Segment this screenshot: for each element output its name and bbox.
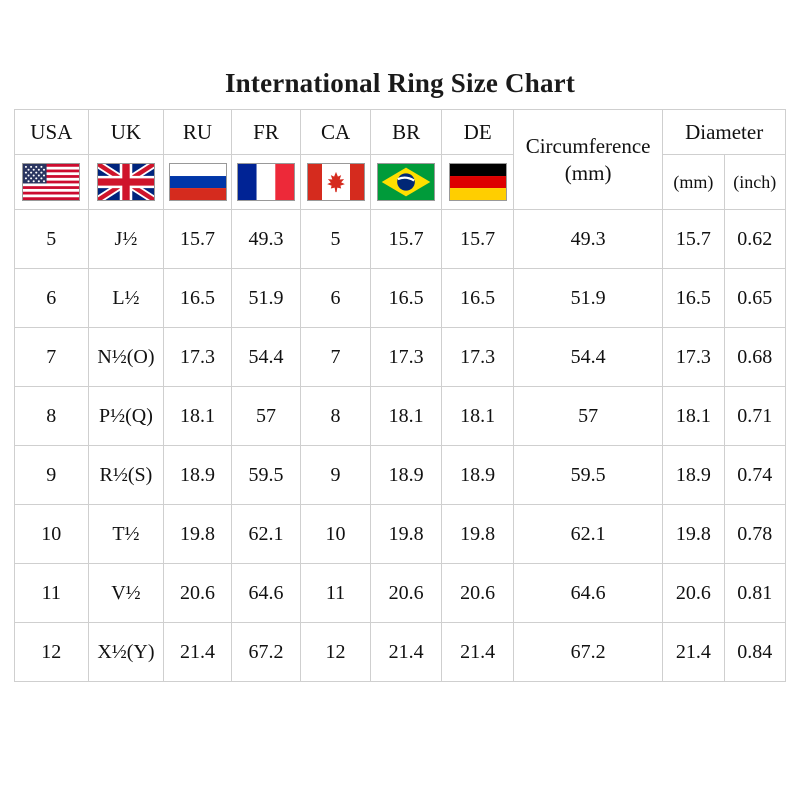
cell-fr: 62.1 bbox=[231, 505, 301, 564]
cell-fr: 59.5 bbox=[231, 446, 301, 505]
cell-diameter-inch: 0.68 bbox=[724, 328, 785, 387]
cell-usa: 6 bbox=[15, 269, 89, 328]
cell-circumference: 54.4 bbox=[513, 328, 662, 387]
cell-ru: 18.1 bbox=[164, 387, 231, 446]
cell-diameter-inch: 0.84 bbox=[724, 623, 785, 682]
flag-cell-br bbox=[370, 155, 442, 210]
flag-cell-fr bbox=[231, 155, 301, 210]
cell-diameter-mm: 15.7 bbox=[663, 210, 724, 269]
cell-br: 20.6 bbox=[370, 564, 442, 623]
cell-br: 16.5 bbox=[370, 269, 442, 328]
header-ru: RU bbox=[164, 110, 231, 155]
cell-diameter-mm: 18.1 bbox=[663, 387, 724, 446]
cell-uk: X½(Y) bbox=[88, 623, 164, 682]
cell-fr: 51.9 bbox=[231, 269, 301, 328]
cell-diameter-mm: 21.4 bbox=[663, 623, 724, 682]
flag-cell-ca bbox=[301, 155, 371, 210]
cell-ca: 10 bbox=[301, 505, 371, 564]
cell-ca: 5 bbox=[301, 210, 371, 269]
cell-usa: 10 bbox=[15, 505, 89, 564]
cell-de: 18.1 bbox=[442, 387, 514, 446]
cell-br: 19.8 bbox=[370, 505, 442, 564]
cell-br: 21.4 bbox=[370, 623, 442, 682]
cell-circumference: 64.6 bbox=[513, 564, 662, 623]
header-usa: USA bbox=[15, 110, 89, 155]
cell-usa: 7 bbox=[15, 328, 89, 387]
cell-circumference: 49.3 bbox=[513, 210, 662, 269]
cell-de: 20.6 bbox=[442, 564, 514, 623]
cell-ca: 9 bbox=[301, 446, 371, 505]
cell-ca: 12 bbox=[301, 623, 371, 682]
cell-ca: 6 bbox=[301, 269, 371, 328]
cell-diameter-mm: 16.5 bbox=[663, 269, 724, 328]
cell-uk: V½ bbox=[88, 564, 164, 623]
header-ca: CA bbox=[301, 110, 371, 155]
cell-br: 18.1 bbox=[370, 387, 442, 446]
cell-uk: R½(S) bbox=[88, 446, 164, 505]
header-circumference-line2: (mm) bbox=[564, 160, 612, 185]
cell-br: 18.9 bbox=[370, 446, 442, 505]
cell-circumference: 57 bbox=[513, 387, 662, 446]
cell-fr: 64.6 bbox=[231, 564, 301, 623]
cell-ru: 20.6 bbox=[164, 564, 231, 623]
flag-uk-icon bbox=[97, 163, 155, 201]
cell-diameter-inch: 0.71 bbox=[724, 387, 785, 446]
header-de: DE bbox=[442, 110, 514, 155]
cell-uk: L½ bbox=[88, 269, 164, 328]
cell-ca: 11 bbox=[301, 564, 371, 623]
cell-de: 15.7 bbox=[442, 210, 514, 269]
cell-usa: 12 bbox=[15, 623, 89, 682]
cell-fr: 54.4 bbox=[231, 328, 301, 387]
header-br: BR bbox=[370, 110, 442, 155]
flag-brazil-icon bbox=[377, 163, 435, 201]
cell-de: 21.4 bbox=[442, 623, 514, 682]
header-diameter-inch: (inch) bbox=[724, 155, 785, 210]
flag-russia-icon bbox=[169, 163, 227, 201]
header-circumference bbox=[513, 110, 662, 210]
cell-diameter-mm: 20.6 bbox=[663, 564, 724, 623]
flag-cell-usa bbox=[15, 155, 89, 210]
cell-de: 17.3 bbox=[442, 328, 514, 387]
cell-ca: 7 bbox=[301, 328, 371, 387]
table-row bbox=[15, 387, 786, 446]
cell-br: 15.7 bbox=[370, 210, 442, 269]
flag-france-icon bbox=[237, 163, 295, 201]
cell-uk: J½ bbox=[88, 210, 164, 269]
flag-usa-icon bbox=[22, 163, 80, 201]
cell-circumference: 59.5 bbox=[513, 446, 662, 505]
cell-de: 16.5 bbox=[442, 269, 514, 328]
cell-ru: 19.8 bbox=[164, 505, 231, 564]
cell-circumference: 51.9 bbox=[513, 269, 662, 328]
cell-ru: 15.7 bbox=[164, 210, 231, 269]
cell-de: 18.9 bbox=[442, 446, 514, 505]
cell-usa: 8 bbox=[15, 387, 89, 446]
flag-cell-de bbox=[442, 155, 514, 210]
header-diameter-mm: (mm) bbox=[663, 155, 724, 210]
table-row bbox=[15, 623, 786, 682]
cell-usa: 11 bbox=[15, 564, 89, 623]
ring-size-table bbox=[14, 109, 786, 682]
cell-br: 17.3 bbox=[370, 328, 442, 387]
cell-diameter-inch: 0.81 bbox=[724, 564, 785, 623]
cell-circumference: 62.1 bbox=[513, 505, 662, 564]
flag-cell-uk bbox=[88, 155, 164, 210]
table-row bbox=[15, 505, 786, 564]
cell-ca: 8 bbox=[301, 387, 371, 446]
cell-diameter-inch: 0.74 bbox=[724, 446, 785, 505]
cell-de: 19.8 bbox=[442, 505, 514, 564]
cell-ru: 21.4 bbox=[164, 623, 231, 682]
table-row bbox=[15, 269, 786, 328]
cell-diameter-inch: 0.62 bbox=[724, 210, 785, 269]
cell-diameter-mm: 18.9 bbox=[663, 446, 724, 505]
cell-circumference: 67.2 bbox=[513, 623, 662, 682]
header-uk: UK bbox=[88, 110, 164, 155]
table-row bbox=[15, 446, 786, 505]
flag-germany-icon bbox=[449, 163, 507, 201]
cell-usa: 9 bbox=[15, 446, 89, 505]
table-row bbox=[15, 210, 786, 269]
cell-ru: 16.5 bbox=[164, 269, 231, 328]
cell-diameter-inch: 0.65 bbox=[724, 269, 785, 328]
cell-fr: 49.3 bbox=[231, 210, 301, 269]
page-title: International Ring Size Chart bbox=[224, 68, 576, 98]
cell-uk: N½(O) bbox=[88, 328, 164, 387]
header-fr: FR bbox=[231, 110, 301, 155]
table-row bbox=[15, 328, 786, 387]
table-row bbox=[15, 564, 786, 623]
cell-fr: 67.2 bbox=[231, 623, 301, 682]
cell-diameter-mm: 17.3 bbox=[663, 328, 724, 387]
cell-diameter-mm: 19.8 bbox=[663, 505, 724, 564]
cell-fr: 57 bbox=[231, 387, 301, 446]
header-circumference-line1: Circumference bbox=[525, 134, 651, 159]
header-diameter: Diameter bbox=[663, 110, 786, 155]
table-header-country-labels bbox=[15, 110, 786, 155]
cell-uk: T½ bbox=[88, 505, 164, 564]
table-header-flags bbox=[15, 155, 786, 210]
flag-canada-icon bbox=[307, 163, 365, 201]
cell-ru: 17.3 bbox=[164, 328, 231, 387]
cell-uk: P½(Q) bbox=[88, 387, 164, 446]
cell-usa: 5 bbox=[15, 210, 89, 269]
cell-diameter-inch: 0.78 bbox=[724, 505, 785, 564]
cell-ru: 18.9 bbox=[164, 446, 231, 505]
flag-cell-ru bbox=[164, 155, 231, 210]
